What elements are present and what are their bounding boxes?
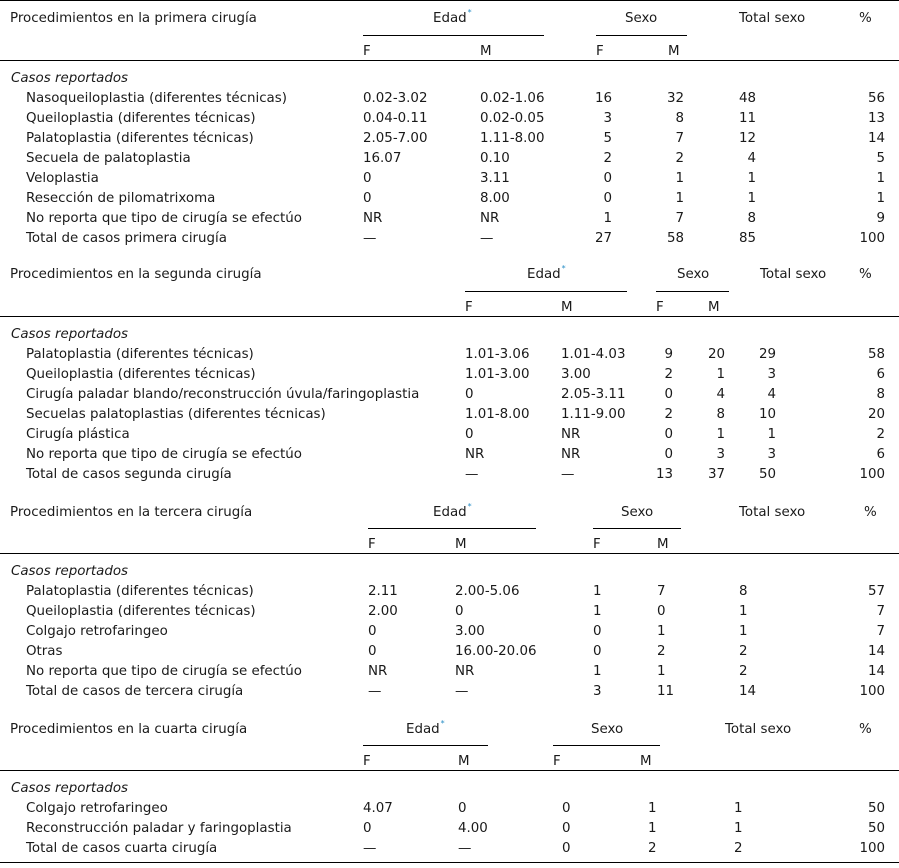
percent-cell: 7 bbox=[876, 604, 885, 619]
sexo-m-cell: 7 bbox=[657, 584, 666, 599]
percent-cell: 14 bbox=[867, 644, 885, 659]
sexo-rule bbox=[596, 35, 687, 36]
total-sexo-cell: 48 bbox=[738, 91, 756, 106]
procedure-cell: No reporta que tipo de cirugía se efectúo bbox=[26, 447, 302, 462]
table-row bbox=[0, 191, 899, 211]
total-sexo-cell: 3 bbox=[767, 367, 776, 382]
percent-cell: 5 bbox=[876, 151, 885, 166]
sexo-f-cell: 0 bbox=[593, 624, 602, 639]
sexo-f-cell: 0 bbox=[603, 191, 612, 206]
sexo-header: Sexo bbox=[677, 267, 710, 282]
total-sexo-cell: 85 bbox=[738, 231, 756, 246]
edad-m-cell: 4.00 bbox=[458, 821, 488, 836]
total-sexo-cell: 2 bbox=[734, 841, 743, 856]
edad-m-header: M bbox=[458, 754, 470, 769]
edad-f-cell: 0 bbox=[363, 191, 372, 206]
total-sexo-cell: 1 bbox=[734, 821, 743, 836]
casos-reportados-label: Casos reportados bbox=[11, 71, 129, 86]
procedure-cell: Total de casos segunda cirugía bbox=[26, 467, 232, 482]
section-header bbox=[0, 0, 899, 61]
edad-f-cell: — bbox=[368, 684, 382, 699]
edad-f-cell: 16.07 bbox=[363, 151, 402, 166]
percent-cell: 56 bbox=[867, 91, 885, 106]
sexo-m-cell: 11 bbox=[657, 684, 675, 699]
section-header bbox=[0, 495, 899, 554]
total-sexo-cell: 4 bbox=[747, 151, 756, 166]
total-sexo-cell: 1 bbox=[734, 801, 743, 816]
edad-m-cell: 16.00-20.06 bbox=[455, 644, 537, 659]
edad-header bbox=[406, 719, 445, 737]
sexo-f-cell: 1 bbox=[593, 604, 602, 619]
sexo-m-cell: 8 bbox=[675, 111, 684, 126]
sexo-f-cell: 3 bbox=[603, 111, 612, 126]
sexo-f-cell: 1 bbox=[593, 584, 602, 599]
sexo-f-cell: 2 bbox=[603, 151, 612, 166]
sexo-m-cell: 20 bbox=[707, 347, 725, 362]
total-sexo-cell: 1 bbox=[739, 604, 748, 619]
procedure-cell: No reporta que tipo de cirugía se efectúo bbox=[26, 664, 302, 679]
edad-f-header: F bbox=[363, 44, 371, 59]
sexo-f-cell: 9 bbox=[664, 347, 673, 362]
table-row bbox=[0, 91, 899, 111]
percent-cell: 57 bbox=[867, 584, 885, 599]
sexo-m-cell: 2 bbox=[648, 841, 657, 856]
edad-rule bbox=[368, 528, 536, 529]
edad-label: Edad bbox=[406, 722, 440, 737]
sexo-rule bbox=[553, 745, 660, 746]
sexo-f-cell: 1 bbox=[603, 211, 612, 226]
edad-m-cell: NR bbox=[561, 447, 581, 462]
sexo-f-cell: 5 bbox=[603, 131, 612, 146]
sexo-header: Sexo bbox=[591, 722, 624, 737]
edad-m-cell: 1.11-8.00 bbox=[480, 131, 545, 146]
procedure-cell: Resección de pilomatrixoma bbox=[26, 191, 216, 206]
procedure-cell: Cirugía paladar blando/reconstrucción úvula/faringoplastia bbox=[26, 387, 420, 402]
table-row bbox=[0, 841, 899, 861]
edad-f-cell: NR bbox=[465, 447, 485, 462]
edad-m-header: M bbox=[480, 44, 492, 59]
sexo-m-cell: 1 bbox=[716, 367, 725, 382]
sexo-m-cell: 7 bbox=[675, 131, 684, 146]
procedure-cell: Veloplastia bbox=[26, 171, 99, 186]
percent-cell: 8 bbox=[876, 387, 885, 402]
sexo-m-header: M bbox=[657, 537, 669, 552]
section-title: Procedimientos en la cuarta cirugía bbox=[10, 722, 248, 737]
total-sexo-header: Total sexo bbox=[739, 505, 806, 520]
edad-header bbox=[527, 264, 566, 282]
procedure-cell: Queiloplastia (diferentes técnicas) bbox=[26, 367, 256, 382]
edad-m-cell: 3.11 bbox=[480, 171, 510, 186]
edad-m-header: M bbox=[455, 537, 467, 552]
total-sexo-cell: 1 bbox=[747, 171, 756, 186]
percent-cell: 6 bbox=[876, 367, 885, 382]
table-row bbox=[0, 584, 899, 604]
footnote-asterisk: * bbox=[467, 8, 472, 17]
procedure-cell: Palatoplastia (diferentes técnicas) bbox=[26, 131, 254, 146]
sexo-header: Sexo bbox=[621, 505, 654, 520]
edad-f-header: F bbox=[465, 300, 473, 315]
table-row bbox=[0, 171, 899, 191]
sexo-m-cell: 1 bbox=[648, 821, 657, 836]
sexo-m-cell: 0 bbox=[657, 604, 666, 619]
edad-f-cell: NR bbox=[368, 664, 388, 679]
table-row bbox=[0, 467, 899, 487]
section-title: Procedimientos en la segunda cirugía bbox=[10, 267, 262, 282]
section-cuarta-cirugia bbox=[0, 712, 899, 862]
total-sexo-cell: 8 bbox=[747, 211, 756, 226]
edad-m-cell: NR bbox=[561, 427, 581, 442]
sexo-m-cell: 1 bbox=[657, 624, 666, 639]
sexo-m-cell: 1 bbox=[675, 171, 684, 186]
sexo-m-cell: 1 bbox=[675, 191, 684, 206]
sexo-m-header: M bbox=[708, 300, 720, 315]
procedure-cell: Secuela de palatoplastia bbox=[26, 151, 191, 166]
percent-cell: 14 bbox=[867, 131, 885, 146]
edad-f-cell: 1.01-8.00 bbox=[465, 407, 530, 422]
percent-cell: 50 bbox=[867, 821, 885, 836]
sexo-f-cell: 0 bbox=[562, 821, 571, 836]
procedure-cell: Total de casos cuarta cirugía bbox=[26, 841, 218, 856]
table-row bbox=[0, 151, 899, 171]
sexo-m-header: M bbox=[640, 754, 652, 769]
sexo-f-cell: 27 bbox=[594, 231, 612, 246]
edad-rule bbox=[363, 35, 544, 36]
edad-f-cell: NR bbox=[363, 211, 383, 226]
percent-cell: 13 bbox=[867, 111, 885, 126]
table-row bbox=[0, 407, 899, 427]
total-sexo-header: Total sexo bbox=[739, 11, 806, 26]
edad-f-cell: 2.11 bbox=[368, 584, 398, 599]
procedure-cell: Palatoplastia (diferentes técnicas) bbox=[26, 347, 254, 362]
total-sexo-cell: 1 bbox=[739, 624, 748, 639]
sexo-m-cell: 8 bbox=[716, 407, 725, 422]
edad-f-cell: 0.02-3.02 bbox=[363, 91, 428, 106]
sexo-f-cell: 0 bbox=[664, 447, 673, 462]
percent-header: % bbox=[859, 11, 872, 26]
table-row bbox=[0, 604, 899, 624]
edad-m-cell: 8.00 bbox=[480, 191, 510, 206]
percent-header: % bbox=[859, 267, 872, 282]
procedure-cell: Queiloplastia (diferentes técnicas) bbox=[26, 604, 256, 619]
section-title: Procedimientos en la tercera cirugía bbox=[10, 505, 253, 520]
sexo-f-header: F bbox=[593, 537, 601, 552]
table-row bbox=[0, 427, 899, 447]
total-sexo-cell: 8 bbox=[739, 584, 748, 599]
total-sexo-cell: 10 bbox=[758, 407, 776, 422]
sexo-m-cell: 2 bbox=[657, 644, 666, 659]
edad-m-cell: 0 bbox=[455, 604, 464, 619]
total-sexo-cell: 14 bbox=[739, 684, 757, 699]
sexo-f-cell: 16 bbox=[594, 91, 612, 106]
sexo-m-header: M bbox=[668, 44, 680, 59]
table-row bbox=[0, 387, 899, 407]
percent-header: % bbox=[859, 722, 872, 737]
sexo-f-cell: 0 bbox=[593, 644, 602, 659]
sexo-m-cell: 2 bbox=[675, 151, 684, 166]
percent-cell: 50 bbox=[867, 801, 885, 816]
sexo-m-cell: 1 bbox=[648, 801, 657, 816]
sexo-rule bbox=[593, 528, 681, 529]
sexo-f-cell: 2 bbox=[664, 367, 673, 382]
edad-m-cell: — bbox=[480, 231, 494, 246]
section-tercera-cirugia bbox=[0, 495, 899, 705]
sexo-m-cell: 1 bbox=[657, 664, 666, 679]
edad-m-cell: 0.02-0.05 bbox=[480, 111, 545, 126]
edad-header bbox=[433, 502, 472, 520]
sexo-f-cell: 13 bbox=[655, 467, 673, 482]
percent-cell: 100 bbox=[859, 231, 885, 246]
table-row bbox=[0, 367, 899, 387]
percent-cell: 100 bbox=[859, 841, 885, 856]
sexo-f-cell: 0 bbox=[562, 841, 571, 856]
percent-cell: 100 bbox=[859, 467, 885, 482]
procedure-cell: Colgajo retrofaringeo bbox=[26, 801, 168, 816]
procedure-cell: Nasoqueiloplastia (diferentes técnicas) bbox=[26, 91, 287, 106]
edad-f-cell: — bbox=[465, 467, 479, 482]
percent-header: % bbox=[864, 505, 877, 520]
sexo-m-cell: 3 bbox=[716, 447, 725, 462]
total-sexo-header: Total sexo bbox=[760, 267, 827, 282]
total-sexo-cell: 2 bbox=[739, 664, 748, 679]
edad-rule bbox=[363, 745, 488, 746]
edad-m-cell: 3.00 bbox=[455, 624, 485, 639]
total-sexo-cell: 4 bbox=[767, 387, 776, 402]
edad-m-cell: 0.10 bbox=[480, 151, 510, 166]
procedure-cell: Reconstrucción paladar y faringoplastia bbox=[26, 821, 292, 836]
casos-reportados-label: Casos reportados bbox=[11, 327, 129, 342]
total-sexo-cell: 1 bbox=[767, 427, 776, 442]
sexo-f-cell: 0 bbox=[562, 801, 571, 816]
section-title: Procedimientos en la primera cirugía bbox=[10, 11, 257, 26]
procedure-cell: Palatoplastia (diferentes técnicas) bbox=[26, 584, 254, 599]
table-row bbox=[0, 801, 899, 821]
procedure-cell: Colgajo retrofaringeo bbox=[26, 624, 168, 639]
table-row bbox=[0, 111, 899, 131]
section-primera-cirugia bbox=[0, 0, 899, 250]
sexo-rule bbox=[656, 291, 729, 292]
sexo-f-header: F bbox=[656, 300, 664, 315]
edad-m-cell: — bbox=[458, 841, 472, 856]
edad-m-cell: NR bbox=[455, 664, 475, 679]
sexo-m-cell: 58 bbox=[666, 231, 684, 246]
edad-m-cell: NR bbox=[480, 211, 500, 226]
edad-m-cell: 1.11-9.00 bbox=[561, 407, 626, 422]
edad-m-cell: — bbox=[561, 467, 575, 482]
procedure-cell: Total de casos de tercera cirugía bbox=[26, 684, 244, 699]
sexo-f-header: F bbox=[553, 754, 561, 769]
percent-cell: 100 bbox=[859, 684, 885, 699]
sexo-f-cell: 0 bbox=[603, 171, 612, 186]
footnote-asterisk: * bbox=[440, 719, 445, 728]
edad-m-cell: — bbox=[455, 684, 469, 699]
edad-f-cell: 1.01-3.06 bbox=[465, 347, 530, 362]
total-sexo-cell: 1 bbox=[747, 191, 756, 206]
section-header bbox=[0, 712, 899, 771]
table-row bbox=[0, 231, 899, 251]
procedure-cell: Total de casos primera cirugía bbox=[26, 231, 227, 246]
percent-cell: 6 bbox=[876, 447, 885, 462]
edad-f-cell: 2.00 bbox=[368, 604, 398, 619]
total-sexo-cell: 3 bbox=[767, 447, 776, 462]
procedure-cell: Queiloplastia (diferentes técnicas) bbox=[26, 111, 256, 126]
edad-m-cell: 2.00-5.06 bbox=[455, 584, 520, 599]
casos-reportados-label: Casos reportados bbox=[11, 564, 129, 579]
edad-f-cell: 0 bbox=[363, 171, 372, 186]
table-row bbox=[0, 684, 899, 704]
total-sexo-cell: 2 bbox=[739, 644, 748, 659]
footnote-asterisk: * bbox=[467, 502, 472, 511]
table-bottom-rule bbox=[0, 862, 899, 863]
sexo-f-cell: 0 bbox=[664, 387, 673, 402]
procedure-cell: No reporta que tipo de cirugía se efectúo bbox=[26, 211, 302, 226]
percent-cell: 9 bbox=[876, 211, 885, 226]
sexo-m-cell: 1 bbox=[716, 427, 725, 442]
edad-rule bbox=[465, 291, 627, 292]
edad-m-cell: 3.00 bbox=[561, 367, 591, 382]
edad-f-cell: 0 bbox=[465, 427, 474, 442]
table-row bbox=[0, 624, 899, 644]
table-row bbox=[0, 131, 899, 151]
section-header bbox=[0, 257, 899, 317]
percent-cell: 20 bbox=[867, 407, 885, 422]
sexo-f-cell: 3 bbox=[593, 684, 602, 699]
edad-m-cell: 0.02-1.06 bbox=[480, 91, 545, 106]
edad-label: Edad bbox=[433, 11, 467, 26]
edad-label: Edad bbox=[527, 267, 561, 282]
edad-f-cell: 2.05-7.00 bbox=[363, 131, 428, 146]
procedure-cell: Cirugía plástica bbox=[26, 427, 130, 442]
table-row bbox=[0, 664, 899, 684]
percent-cell: 1 bbox=[876, 171, 885, 186]
edad-f-cell: 0.04-0.11 bbox=[363, 111, 428, 126]
edad-m-cell: 0 bbox=[458, 801, 467, 816]
sexo-m-cell: 7 bbox=[675, 211, 684, 226]
edad-f-cell: — bbox=[363, 231, 377, 246]
edad-f-cell: 0 bbox=[363, 821, 372, 836]
percent-cell: 2 bbox=[876, 427, 885, 442]
sexo-f-cell: 1 bbox=[593, 664, 602, 679]
sexo-m-cell: 32 bbox=[666, 91, 684, 106]
edad-f-cell: 1.01-3.00 bbox=[465, 367, 530, 382]
sexo-m-cell: 37 bbox=[707, 467, 725, 482]
total-sexo-cell: 12 bbox=[738, 131, 756, 146]
total-sexo-cell: 11 bbox=[738, 111, 756, 126]
sexo-m-cell: 4 bbox=[716, 387, 725, 402]
sexo-f-cell: 0 bbox=[664, 427, 673, 442]
sexo-header: Sexo bbox=[625, 11, 658, 26]
table-row bbox=[0, 347, 899, 367]
edad-f-cell: 0 bbox=[465, 387, 474, 402]
edad-m-cell: 1.01-4.03 bbox=[561, 347, 626, 362]
edad-f-cell: 0 bbox=[368, 644, 377, 659]
casos-reportados-label: Casos reportados bbox=[11, 781, 129, 796]
percent-cell: 14 bbox=[867, 664, 885, 679]
table-row bbox=[0, 211, 899, 231]
procedure-cell: Otras bbox=[26, 644, 63, 659]
table-row bbox=[0, 644, 899, 664]
section-segunda-cirugia bbox=[0, 257, 899, 487]
percent-cell: 7 bbox=[876, 624, 885, 639]
edad-m-cell: 2.05-3.11 bbox=[561, 387, 626, 402]
total-sexo-cell: 29 bbox=[758, 347, 776, 362]
edad-f-cell: — bbox=[363, 841, 377, 856]
edad-header bbox=[433, 8, 472, 26]
edad-f-cell: 0 bbox=[368, 624, 377, 639]
edad-f-header: F bbox=[368, 537, 376, 552]
edad-f-cell: 4.07 bbox=[363, 801, 393, 816]
total-sexo-header: Total sexo bbox=[725, 722, 792, 737]
procedure-cell: Secuelas palatoplastias (diferentes técnicas) bbox=[26, 407, 326, 422]
percent-cell: 58 bbox=[867, 347, 885, 362]
edad-f-header: F bbox=[363, 754, 371, 769]
percent-cell: 1 bbox=[876, 191, 885, 206]
edad-m-header: M bbox=[561, 300, 573, 315]
total-sexo-cell: 50 bbox=[758, 467, 776, 482]
table-row bbox=[0, 447, 899, 467]
footnote-asterisk: * bbox=[561, 264, 566, 273]
sexo-f-header: F bbox=[596, 44, 604, 59]
table-row bbox=[0, 821, 899, 841]
edad-label: Edad bbox=[433, 505, 467, 520]
sexo-f-cell: 2 bbox=[664, 407, 673, 422]
